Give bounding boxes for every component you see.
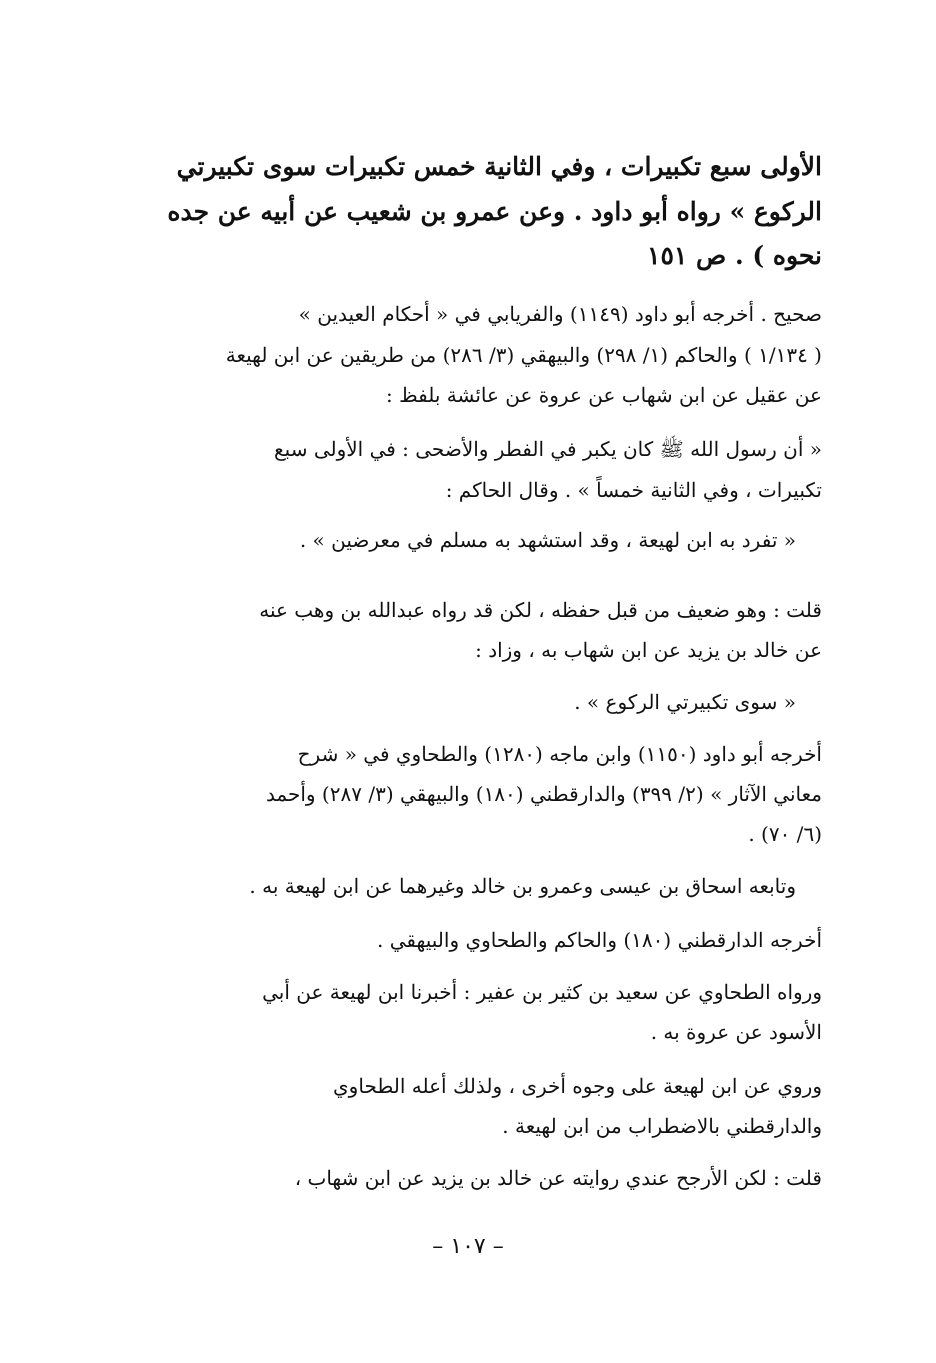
commentary-line: وروي عن ابن لهيعة على وجوه أخرى ، ولذلك أعله الطحاوي <box>333 1074 822 1098</box>
commentary-line: قلت : لكن الأرجح عندي روايته عن خالد بن يزيد عن ابن شهاب ، <box>294 1166 822 1190</box>
commentary-line: أخرجه الدارقطني (١٨٠) والحاكم والطحاوي والبيهقي . <box>377 928 822 952</box>
commentary-line: الأسود عن عروة به . <box>650 1020 822 1044</box>
commentary-line: تكبيرات ، وفي الثانية خمساً » . وقال الحاكم : <box>445 478 822 502</box>
commentary-line: أخرجه أبو داود (١١٥٠) وابن ماجه (١٢٨٠) والطحاوي في « شرح <box>297 742 822 766</box>
commentary-line: صحيح . أخرجه أبو داود (١١٤٩) والفريابي في « أحكام العيدين » <box>298 302 822 326</box>
commentary-line: والدارقطني بالاضطراب من ابن لهيعة . <box>502 1114 822 1138</box>
hadith-line-2: الركوع » رواه أبو داود . وعن عمرو بن شعيب عن أبيه عن جده <box>167 197 822 226</box>
commentary-line: عن عقيل عن ابن شهاب عن عروة عن عائشة بلفظ : <box>386 383 822 407</box>
commentary-line: ( ١/١٣٤ ) والحاكم (١/ ٢٩٨) والبيهقي (٣/ ٢٨٦) من طريقين عن ابن لهيعة <box>225 343 822 367</box>
commentary-line: عن خالد بن يزيد عن ابن شهاب به ، وزاد : <box>475 638 822 662</box>
commentary-line: وتابعه اسحاق بن عيسى وعمرو بن خالد وغيرهما عن ابن لهيعة به . <box>249 874 796 898</box>
hadith-line-3: نحوه ) . ص ١٥١ <box>647 241 822 270</box>
commentary-line: معاني الآثار » (٢/ ٣٩٩) والدارقطني (١٨٠) والبيهقي (٣/ ٢٨٧) وأحمد <box>265 782 822 806</box>
quote-line: « تفرد به ابن لهيعة ، وقد استشهد به مسلم في معرضين » . <box>299 528 796 552</box>
hadith-line-1: الأولى سبع تكبيرات ، وفي الثانية خمس تكبيرات سوى تكبيرتي <box>176 152 822 181</box>
commentary-line: قلت : وهو ضعيف من قبل حفظه ، لكن قد رواه عبدالله بن وهب عنه <box>259 598 822 622</box>
commentary-line: ورواه الطحاوي عن سعيد بن كثير بن عفير : أخبرنا ابن لهيعة عن أبي <box>262 980 822 1004</box>
commentary-line: « أن رسول الله ﷺ كان يكبر في الفطر والأضحى : في الأولى سبع <box>274 437 822 461</box>
commentary-line: (٦/ ٧٠) . <box>748 822 822 846</box>
quote-line: « سوى تكبيرتي الركوع » . <box>574 690 796 714</box>
page-number: – ١٠٧ – <box>432 1234 504 1259</box>
